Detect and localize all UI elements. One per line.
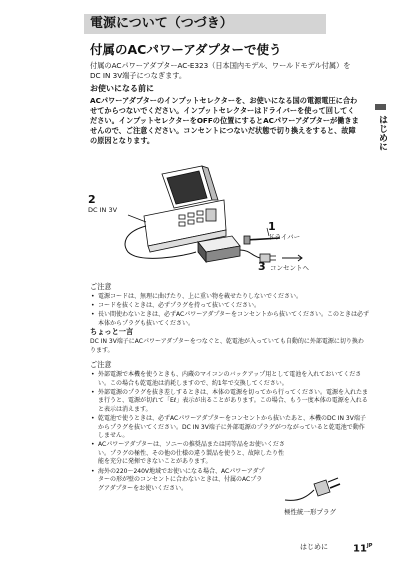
- section-title: 電源について（つづき）: [90, 16, 233, 31]
- list-item: • コードを抜くときは、必ずプラグを持って抜いてください。: [98, 302, 370, 311]
- caution-title: ご注意: [90, 282, 112, 291]
- step-2-number: 2: [88, 193, 96, 206]
- page-heading: 付属のACパワーアダプターで使う: [90, 42, 282, 57]
- page-number-suffix: JP: [366, 543, 373, 549]
- footer-section-label: はじめに: [300, 543, 328, 551]
- before-use-title: お使いになる前に: [90, 84, 154, 93]
- arrow-to-outlet-icon: [282, 255, 302, 261]
- polarized-plug-illustration: [280, 470, 350, 510]
- caution-list: [90, 293, 370, 329]
- screwdriver-label: ドライバー: [268, 233, 301, 241]
- plug-caption: 極性統一形プラグ: [284, 508, 336, 516]
- before-use-line: インプットセレクターをOFFの位置にするとACパワーアダプターが働きませんので、ご注意ください。: [90, 116, 359, 135]
- list-item: • ACパワーアダプターは、ソニーの推奨品または同等品をお使いください。プラグの極性、その他の仕様の違う製品を使うと、故障したり性能を充分に発揮できないことがあります。: [98, 441, 288, 467]
- side-tab-label: はじめに: [377, 115, 387, 151]
- pointer-dc-in: [128, 215, 146, 222]
- tip-text: DC IN 3V端子にACパワーアダプターをつなぐと、乾電池が入っていても自動的に外部電源に切り換わります。: [90, 338, 364, 354]
- caution-title-2: ご注意: [90, 360, 112, 369]
- step-1-number: 1: [268, 220, 276, 233]
- page-number-value: 11: [353, 543, 367, 555]
- before-use-text: [90, 96, 360, 146]
- list-item: • 長い間使わないときは、必ずACパワーアダプターをコンセントから抜いてください。このときは必ず本体からプラグも抜いてください。: [98, 311, 370, 328]
- connection-diagram: [84, 160, 344, 278]
- list-item: • 外部電源のプラグを抜き差しするときは、本体の電源を切ってから行ってください。電源を入れたまま行うと、電源が切れて「Eℓ」表示が出ることがあります。この場合、もう一度本体の電源を入れると表示は消えます。: [98, 389, 370, 415]
- side-tab-marker: [375, 104, 386, 110]
- page-number: [353, 541, 372, 554]
- dc-in-label: DC IN 3V: [88, 206, 118, 214]
- list-item: • 外部電源で本機を使うときも、内蔵のマイコンのバックアップ用として電池を入れておいてください。この場合も乾電池は消耗しますので、約1年で交換してください。: [98, 371, 370, 388]
- tip-title: ちょっと一言: [90, 327, 134, 336]
- step-3-number: 3: [258, 260, 266, 273]
- intro-text: 付属のACパワーアダプターAC-E323（日本国内モデル、ワールドモデル付属）をDC IN 3V端子につなぎます。: [90, 61, 351, 80]
- outlet-label: コンセントへ: [270, 264, 309, 272]
- power-cord: [240, 250, 260, 258]
- before-use-line: コンセントにつないだ状態で切り換えをすると、故障の原因となります。: [90, 126, 356, 145]
- list-item: • 海外の220〜240V地域でお使いになる場合、ACパワーアダプターの形が壁のコンセントに合わないときは、付属のACプラグアダプターをお使いください。: [98, 468, 268, 494]
- before-use-line: インプットセレクターはドライバーを使って回してください。: [90, 106, 355, 125]
- list-item: • 乾電池で使うときは、必ずACパワーアダプターをコンセントから抜いたあと、本機のDC IN 3V端子からプラグを抜いてください。DC IN 3V端子に外部電源のプラグがつながっていると乾電池で動作しません。: [98, 415, 370, 441]
- list-item: • 電源コードは、無理に曲げたり、上に重い物を載せたりしないでください。: [98, 293, 370, 302]
- before-use-line: ACパワーアダプターのインプットセレクターを、お使いになる国の電源電圧に合わせてからつないでください。: [90, 96, 358, 115]
